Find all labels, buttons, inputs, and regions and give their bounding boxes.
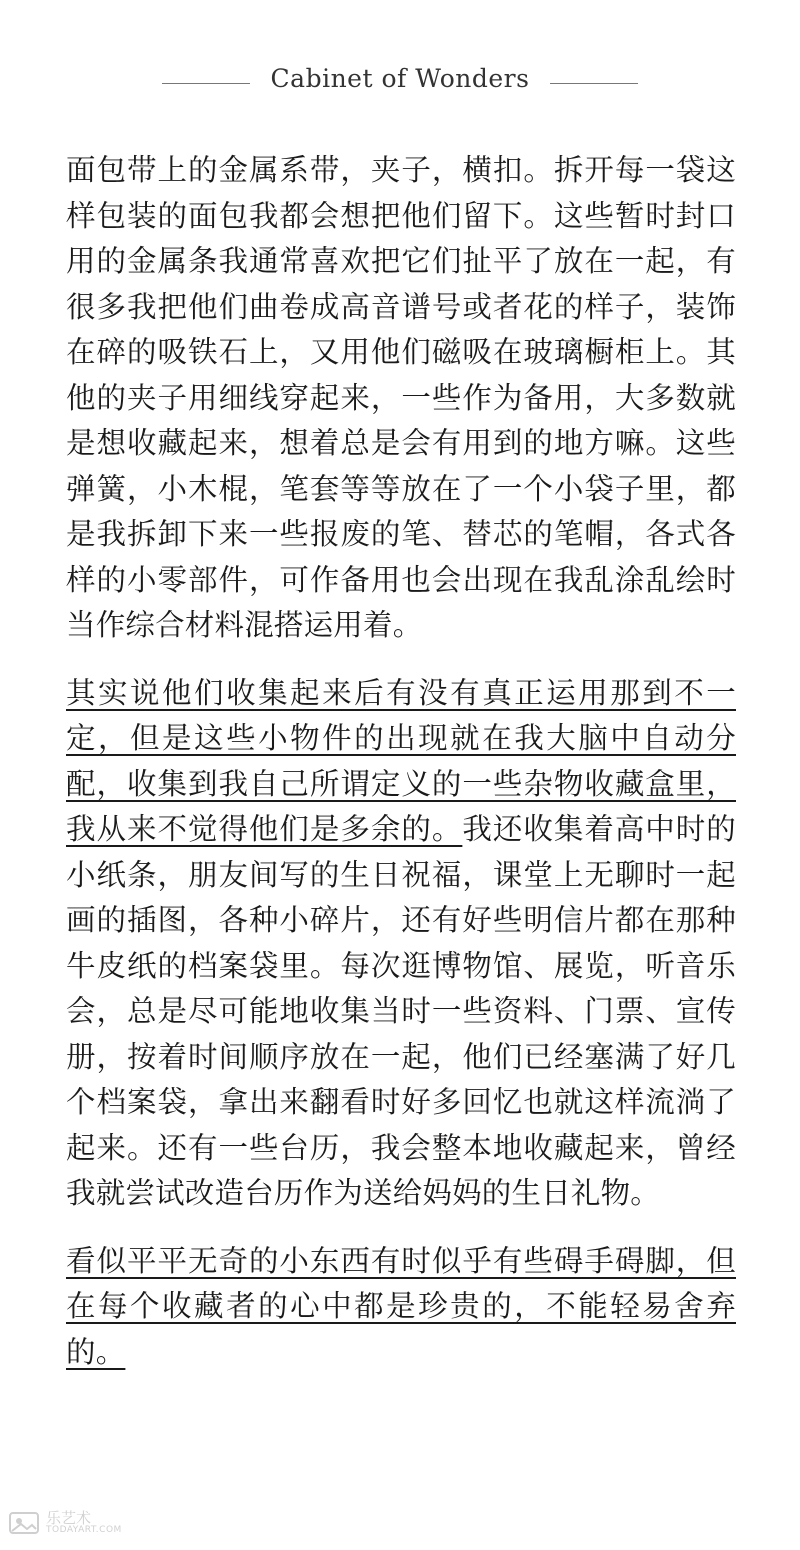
header-title: Cabinet of Wonders <box>270 64 530 93</box>
watermark-text: 乐艺术 <box>46 1509 92 1527</box>
watermark-subtext: TODAYART.COM <box>46 1525 122 1535</box>
article-body <box>66 148 736 1375</box>
paragraph-2-underlined: 其实说他们收集起来后有没有真正运用那到不一定，但是这些小物件的出现就在我大脑中自动分配，收集到我自己所谓定义的一些杂物收藏盒里，我从来不觉得他们是多余的。 <box>66 675 736 846</box>
paragraph-2 <box>66 671 736 1217</box>
paragraph-3 <box>66 1239 736 1376</box>
paragraph-3-underlined: 看似平平无奇的小东西有时似乎有些碍手碍脚，但在每个收藏者的心中都是珍贵的，不能轻易舍弃的。 <box>66 1243 736 1369</box>
paragraph-1: 面包带上的金属系带，夹子，横扣。拆开每一袋这样包装的面包我都会想把他们留下。这些暂时封口用的金属条我通常喜欢把它们扯平了放在一起，有很多我把他们曲卷成高音谱号或者花的样子，装饰在碎的吸铁石上，又用他们磁吸在玻璃橱柜上。其他的夹子用细线穿起来，一些作为备用，大多数就是想收藏起来，想着总是会有用到的地方嘛。这些弹簧，小木棍，笔套等等放在了一个小袋子里，都是我拆卸下来一些报废的笔、替芯的笔帽，各式各样的小零部件，可作备用也会出现在我乱涂乱绘时当作综合材料混搭运用着。 <box>66 153 736 642</box>
todayart-logo-icon <box>8 1507 40 1539</box>
header-rule-left <box>162 83 250 84</box>
page-header <box>0 58 800 108</box>
header-rule-right <box>550 83 638 84</box>
watermark <box>8 1503 148 1543</box>
paragraph-2-text: 我还收集着高中时的小纸条，朋友间写的生日祝福，课堂上无聊时一起画的插图，各种小碎片，还有好些明信片都在那种牛皮纸的档案袋里。每次逛博物馆、展览，听音乐会，总是尽可能地收集当时一些资料、门票、宣传册，按着时间顺序放在一起，他们已经塞满了好几个档案袋，拿出来翻看时好多回忆也就这样流淌了起来。还有一些台历，我会整本地收藏起来，曾经我就尝试改造台历作为送给妈妈的生日礼物。 <box>66 812 736 1210</box>
